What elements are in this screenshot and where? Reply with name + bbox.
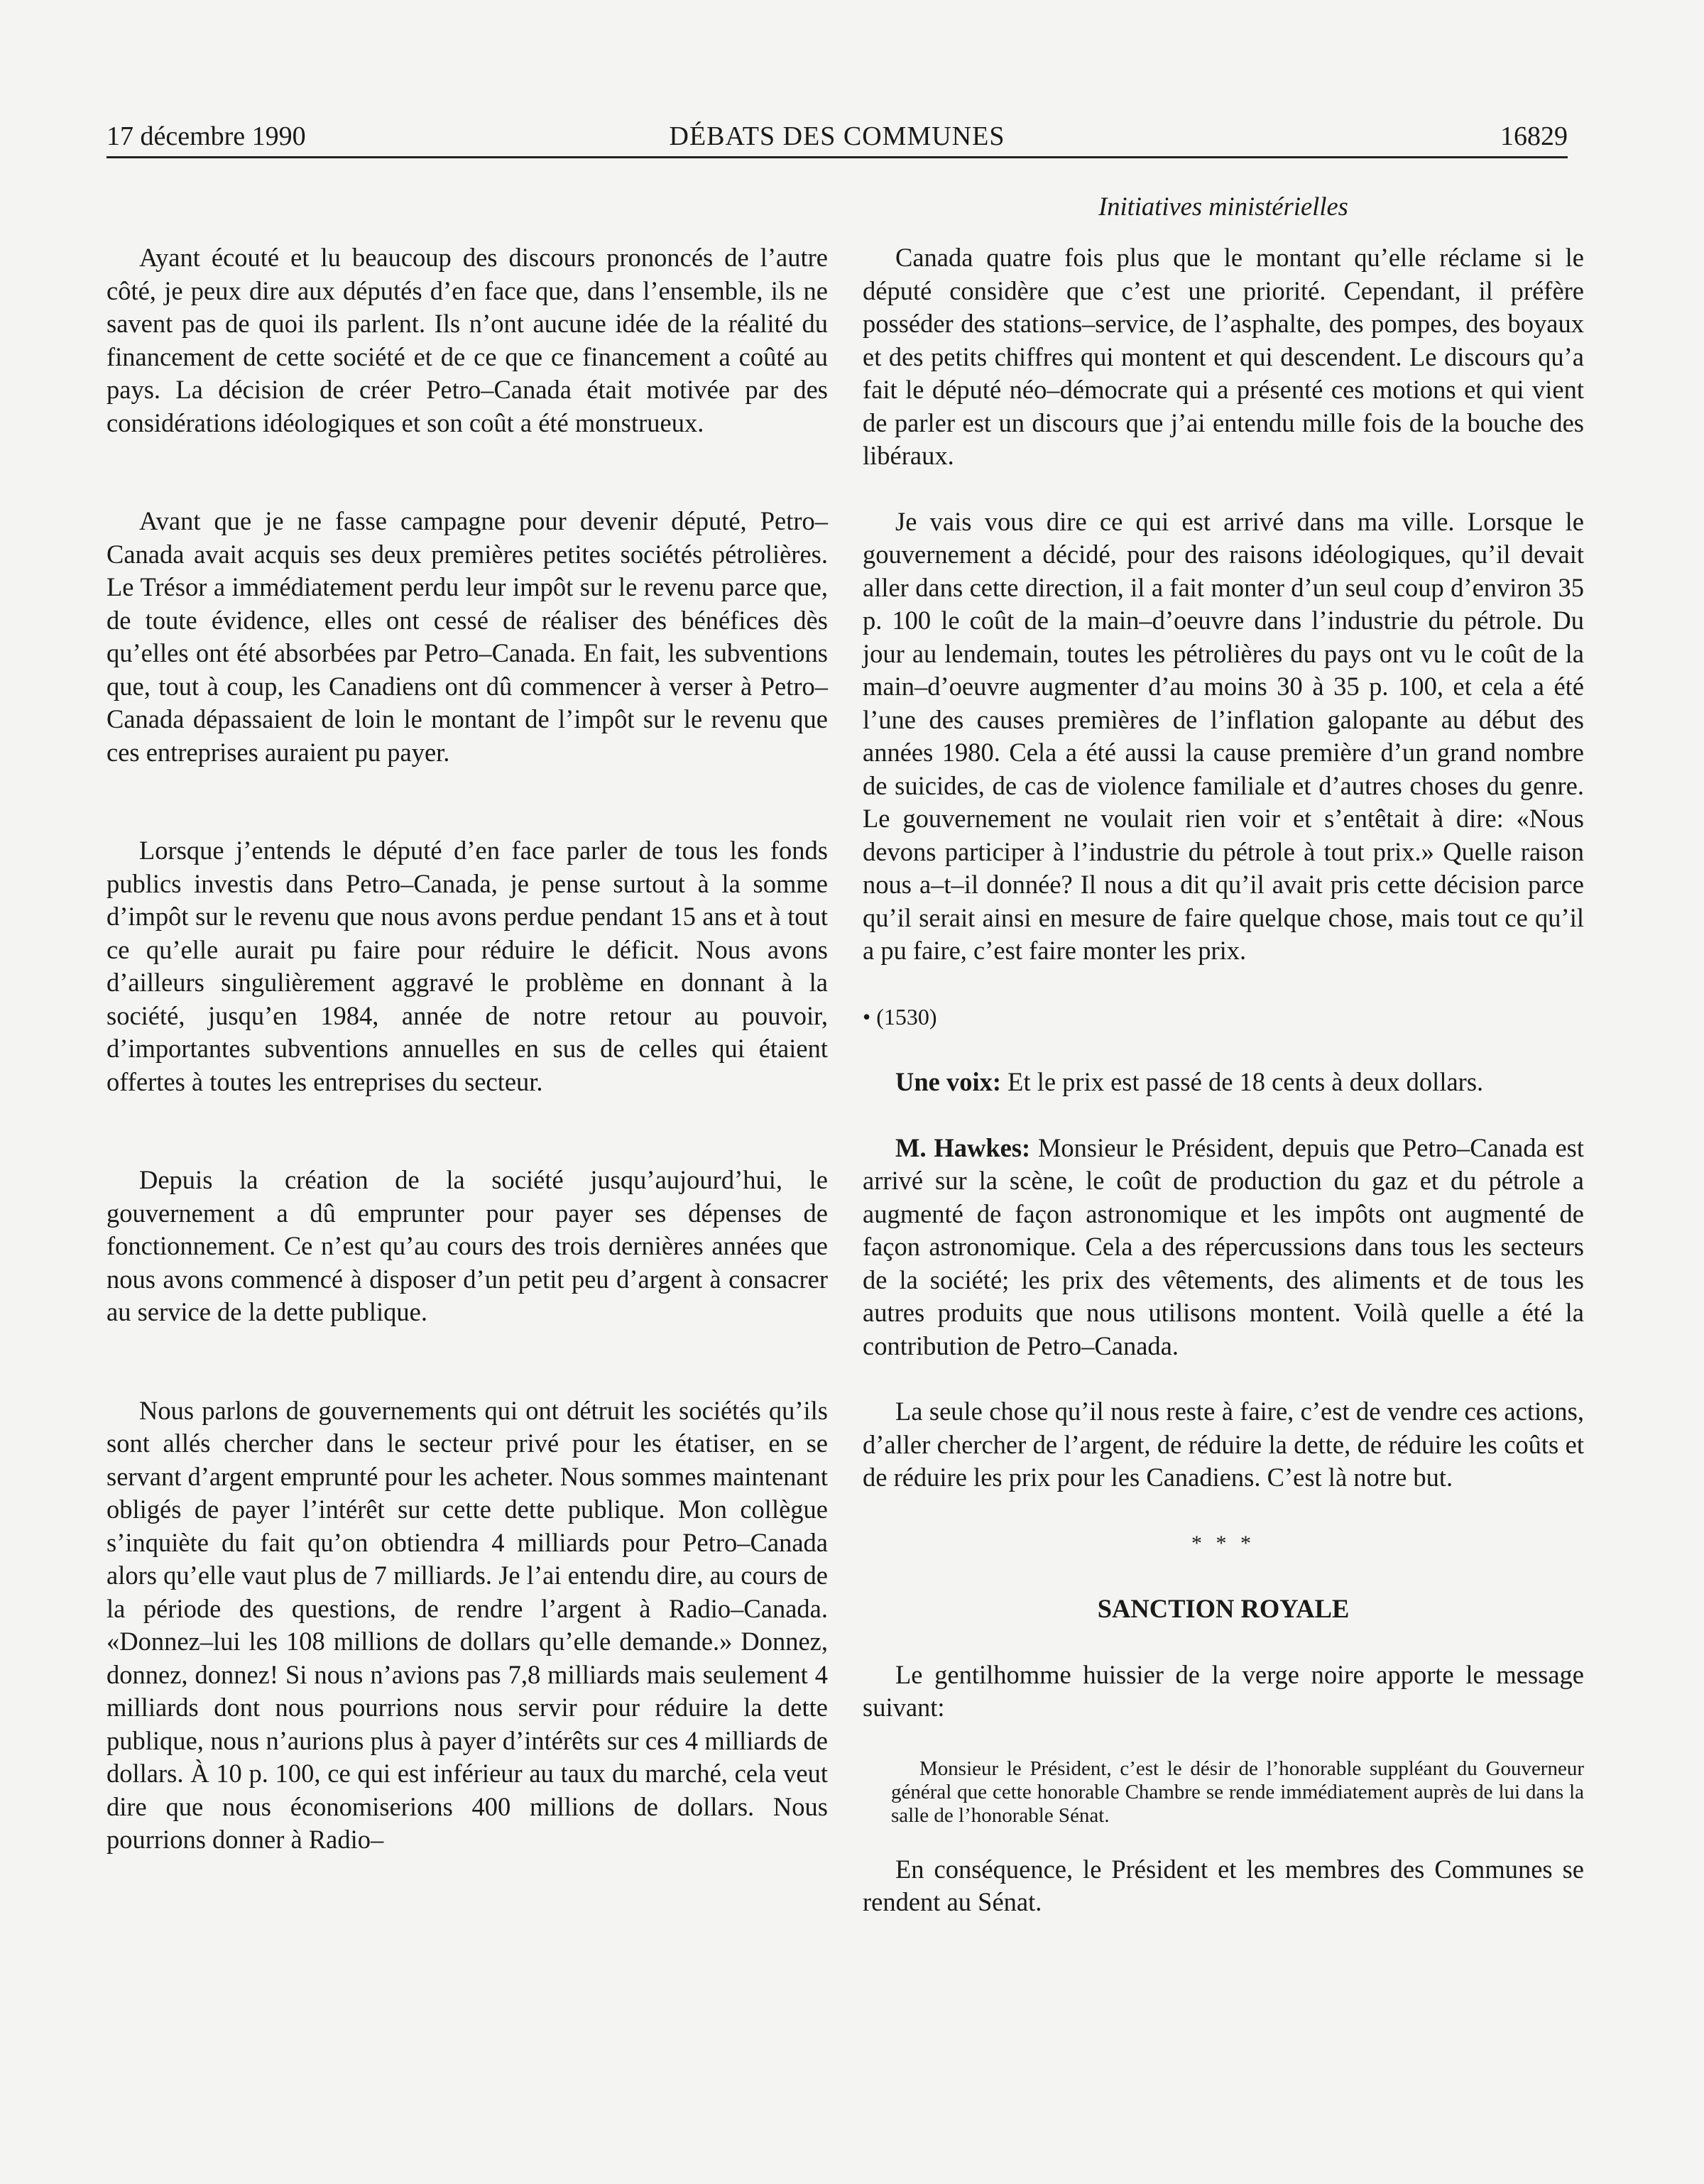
header-page-number: 16829 — [1500, 121, 1568, 151]
right-paragraph-3: La seule chose qu’il nous reste à faire, c’est de vendre ces actions, d’aller chercher de l’argent, de réduire la dette, de réduire les coûts et de réduire les prix pour les Canadiens. C’est là notre but. — [863, 1397, 1584, 1492]
header-date: 17 décembre 1990 — [106, 121, 306, 151]
right-paragraph-2: Je vais vous dire ce qui est arrivé dans ma ville. Lorsque le gouvernement a décidé, pour des raisons idéologiques, qu’il devait aller dans cette direction, il a fait monter d’un seul coup d’environ 35 p. 100 le coût de la main–d’oeuvre dans l’industrie du pétrole. Du jour au lendemain, toutes les pétrolières du pays ont vu le coût de la main–d’oeuvre augmenter d’au moins 30 à 35 p. 100, et cela a été l’une des causes premières de l’inflation galopante au début des années 1980. Cela a été aussi la cause première d’un grand nombre de suicides, de cas de violence familiale et d’autres choses du genre. Le gouvernement ne voulait rien voir et s’entêtait à dire: «Nous devons participer à l’industrie du pétrole à tout prix.» Quelle raison nous a–t–il donnée? Il nous a dit qu’il avait pris cette décision parce qu’il serait ainsi en mesure de faire quelque chose, mais tout ce qu’il a pu faire, c’est faire monter les prix. — [863, 506, 1584, 965]
speaker-une-voix: Une voix: — [895, 1067, 1002, 1096]
speech-une-voix — [863, 1066, 1584, 1099]
left-paragraph-2: Avant que je ne fasse campagne pour devenir député, Petro–Canada avait acquis ses deux premières petites sociétés pétrolières. Le Trésor a immédiatement perdu leur impôt sur le revenu parce que, de toute évidence, elles ont cessé de réaliser des bénéfices dès qu’elles ont été absorbées par Petro–Canada. En fait, les subventions que, tout à coup, les Canadiens ont dû commencer à verser à Petro–Canada dépassaient de loin le montant de l’impôt sur le revenu que ces entreprises auraient pu payer. — [106, 506, 828, 767]
left-paragraph-5: Nous parlons de gouvernements qui ont détruit les sociétés qu’ils sont allés chercher dans le secteur privé pour les étatiser, en se servant d’argent emprunté pour les acheter. Nous sommes maintenant obligés de payer l’intérêt sur cette dette publique. Mon collègue s’inquiète du fait qu’on obtiendra 4 milliards pour Petro–Canada alors qu’elle vaut plus de 7 milliards. Je l’ai entendu dire, au cours de la période des questions, de rendre l’argent à Radio–Canada. «Donnez–lui les 108 millions de dollars qu’elle demande.» Donnez, donnez, donnez! Si nous n’avions pas 7,8 milliards mais seulement 4 milliards dont nous pourrions nous servir pour réduire la dette publique, nous n’aurions plus à payer d’intérêts sur ces 4 milliards de dollars. À 10 p. 100, ce qui est inférieur au taux du marché, cela veut dire que nous économiserions 400 millions de dollars. Nous pourrions donner à Radio– — [106, 1395, 828, 1854]
right-column — [863, 241, 1584, 1952]
left-paragraph-3: Lorsque j’entends le député d’en face parler de tous les fonds publics investis dans Petro–Canada, je pense surtout à la somme d’impôt sur le revenu que nous avons perdue pendant 15 ans et à tout ce qu’elle aurait pu faire pour réduire le déficit. Nous avons d’ailleurs singulièrement aggravé le problème en donnant à la société, jusqu’en 1984, année de notre retour au pouvoir, d’importantes subventions annuelles en sus de celles qui étaient offertes à toutes les entreprises du secteur. — [106, 836, 828, 1096]
speaker-hawkes: M. Hawkes: — [895, 1132, 1031, 1162]
right-paragraph-5: En conséquence, le Président et les membres des Communes se rendent au Sénat. — [863, 1854, 1584, 1916]
right-paragraph-4: Le gentilhomme huissier de la verge noire apporte le message suivant: — [863, 1659, 1584, 1722]
speech-hawkes — [863, 1132, 1584, 1363]
header-title: DÉBATS DES COMMUNES — [669, 121, 1005, 151]
left-column — [106, 241, 828, 1889]
speech-text-2: Monsieur le Président, depuis que Petro–Canada est arrivé sur la scène, le coût de production du gaz et du pétrole a augmenté de façon astronomique et les impôts ont augmenté de façon astronomique. Cela a des répercussions dans tous les secteurs de la société; les prix des vêtements, des aliments et de tous les autres produits que nous utilisons montent. Voilà quelle a été la contribution de Petro–Canada. — [863, 1132, 1585, 1360]
message-quote: Monsieur le Président, c’est le désir de l’honorable suppléant du Gouverneur général que cette honorable Chambre se rende immédiatement auprès de lui dans la salle de l’honorable Sénat. — [891, 1757, 1584, 1827]
header-rule — [106, 156, 1568, 158]
left-paragraph-4: Depuis la création de la société jusqu’aujourd’hui, le gouvernement a dû emprunter pour payer ses dépenses de fonctionnement. Ce n’est qu’au cours des trois dernières années que nous avons commencé à disposer d’un petit peu d’argent à consacrer au service de la dette publique. — [106, 1165, 828, 1326]
left-paragraph-1: Ayant écouté et lu beaucoup des discours prononcés de l’autre côté, je peux dire aux députés d’en face que, dans l’ensemble, ils ne savent pas de quoi ils parlent. Ils n’ont aucune idée de la réalité du financement de cette société et de ce que ce financement a coûté au pays. La décision de créer Petro–Canada était motivée par des considérations idéologiques et son coût a été monstrueux. — [106, 243, 828, 437]
section-separator: * * * — [1191, 1531, 1255, 1555]
speech-text-1: Et le prix est passé de 18 cents à deux dollars. — [1001, 1067, 1484, 1096]
section-heading: SANCTION ROYALE — [1097, 1594, 1350, 1623]
page-header — [106, 119, 1568, 159]
right-paragraph-1: Canada quatre fois plus que le montant qu’elle réclame si le député considère que c’est une priorité. Cependant, il préfère posséder des stations–service, de l’asphalte, des pompes, des boyaux et des petits chiffres qui montent et qui descendent. Le discours qu’a fait le député néo–démocrate qui a présenté ces motions et qui vient de parler est un discours que j’ai entendu mille fois de la bouche des libéraux. — [863, 243, 1584, 470]
time-marker: • (1530) — [863, 1003, 937, 1030]
section-label: Initiatives ministérielles — [1098, 192, 1348, 221]
